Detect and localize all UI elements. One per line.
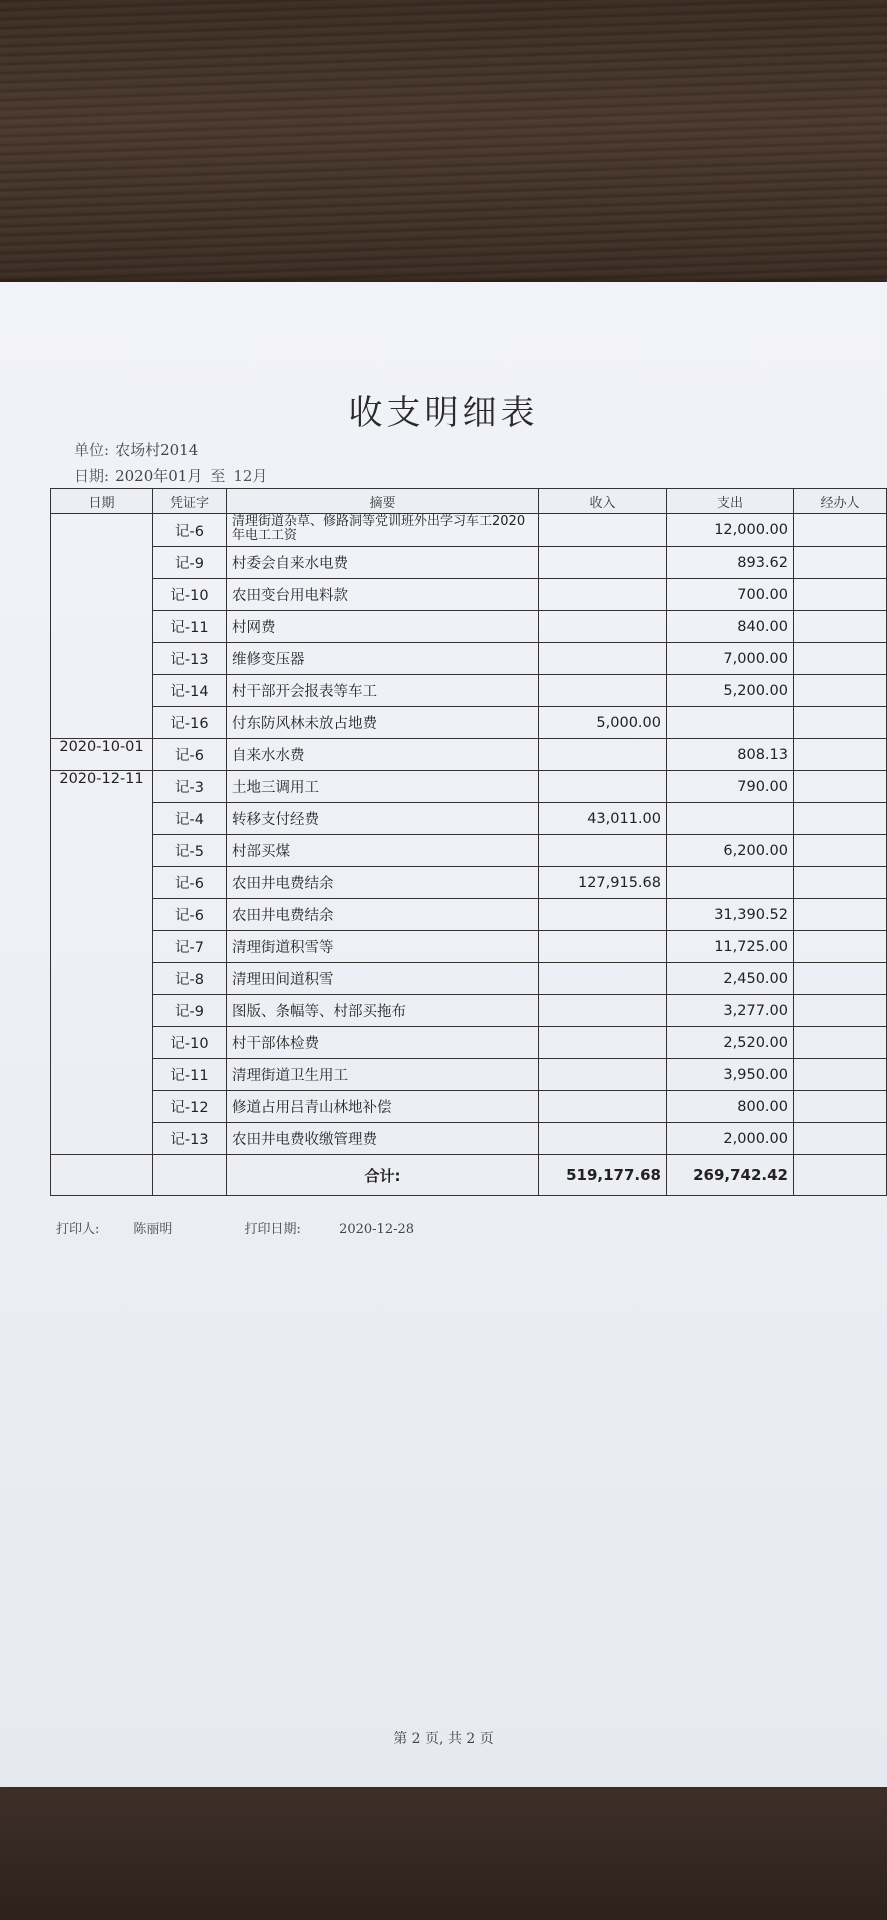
date-cell: [51, 514, 153, 739]
voucher-cell: 记-5: [153, 835, 227, 867]
handler-cell: [794, 1027, 887, 1059]
table-row: [51, 771, 887, 803]
printer-name: 陈丽明: [133, 1222, 173, 1237]
print-date-info: [245, 1222, 448, 1237]
summary-cell: 村网费: [227, 611, 539, 643]
voucher-cell: 记-12: [153, 1091, 227, 1123]
voucher-cell: 记-9: [153, 547, 227, 579]
handler-cell: [794, 963, 887, 995]
income-cell: [539, 1091, 667, 1123]
total-empty-voucher: [153, 1155, 227, 1196]
voucher-cell: 记-7: [153, 931, 227, 963]
date-to-word: 至: [210, 467, 226, 485]
date-cell: 2020-12-11: [51, 771, 153, 1155]
income-cell: 127,915.68: [539, 867, 667, 899]
handler-cell: [794, 1123, 887, 1155]
table-row: [51, 514, 887, 547]
expense-cell: 12,000.00: [667, 514, 794, 547]
voucher-cell: 记-8: [153, 963, 227, 995]
total-income: 519,177.68: [539, 1155, 667, 1196]
handler-cell: [794, 643, 887, 675]
expense-cell: 700.00: [667, 579, 794, 611]
table-row: [51, 899, 887, 931]
income-cell: [539, 899, 667, 931]
table-row: [51, 739, 887, 771]
table-row: [51, 643, 887, 675]
date-to: 12月: [233, 467, 268, 485]
summary-cell: 农田变台用电料款: [227, 579, 539, 611]
expense-cell: 790.00: [667, 771, 794, 803]
table-row: [51, 963, 887, 995]
expense-cell: 893.62: [667, 547, 794, 579]
handler-cell: [794, 899, 887, 931]
total-expense: 269,742.42: [667, 1155, 794, 1196]
table-row: [51, 931, 887, 963]
table-row: [51, 835, 887, 867]
income-cell: [539, 1027, 667, 1059]
table-row: [51, 1027, 887, 1059]
summary-cell: 转移支付经费: [227, 803, 539, 835]
expense-cell: 800.00: [667, 1091, 794, 1123]
expense-cell: 5,200.00: [667, 675, 794, 707]
date-range-line: [74, 465, 267, 486]
summary-cell: 村部买煤: [227, 835, 539, 867]
voucher-cell: 记-11: [153, 611, 227, 643]
summary-cell: 村干部体检费: [227, 1027, 539, 1059]
income-cell: [539, 1059, 667, 1091]
table-row: [51, 867, 887, 899]
floor-background: [0, 1780, 887, 1920]
voucher-cell: 记-14: [153, 675, 227, 707]
ledger-table: [50, 488, 887, 1196]
voucher-cell: 记-10: [153, 1027, 227, 1059]
handler-cell: [794, 675, 887, 707]
summary-cell: 土地三调用工: [227, 771, 539, 803]
summary-cell: 付东防风林未放占地费: [227, 707, 539, 739]
col-header-income: 收入: [539, 489, 667, 514]
handler-cell: [794, 1091, 887, 1123]
handler-cell: [794, 739, 887, 771]
expense-cell: 3,950.00: [667, 1059, 794, 1091]
handler-cell: [794, 931, 887, 963]
voucher-cell: 记-10: [153, 579, 227, 611]
voucher-cell: 记-16: [153, 707, 227, 739]
summary-cell: 村干部开会报表等车工: [227, 675, 539, 707]
expense-cell: 2,520.00: [667, 1027, 794, 1059]
col-header-summary: 摘要: [227, 489, 539, 514]
voucher-cell: 记-9: [153, 995, 227, 1027]
page-title: 收支明细表: [348, 393, 539, 433]
income-cell: [539, 579, 667, 611]
print-date-label: 打印日期:: [244, 1222, 301, 1237]
income-cell: [539, 739, 667, 771]
handler-cell: [794, 867, 887, 899]
table-row: [51, 707, 887, 739]
table-row: [51, 547, 887, 579]
handler-cell: [794, 579, 887, 611]
date-cell: 2020-10-01: [51, 739, 153, 771]
voucher-cell: 记-11: [153, 1059, 227, 1091]
income-cell: [539, 1123, 667, 1155]
summary-cell: 修道占用吕青山林地补偿: [227, 1091, 539, 1123]
summary-cell: 清理街道卫生用工: [227, 1059, 539, 1091]
voucher-cell: 记-3: [153, 771, 227, 803]
col-header-voucher: 凭证字: [153, 489, 227, 514]
handler-cell: [794, 611, 887, 643]
income-cell: 43,011.00: [539, 803, 667, 835]
summary-cell: 维修变压器: [227, 643, 539, 675]
summary-cell: 自来水水费: [227, 739, 539, 771]
printer-label: 打印人:: [56, 1222, 100, 1237]
table-row: [51, 1059, 887, 1091]
table-header-row: [51, 489, 887, 514]
summary-cell: 农田井电费收缴管理费: [227, 1123, 539, 1155]
unit-label: 单位:: [74, 441, 110, 459]
col-header-expense: 支出: [667, 489, 794, 514]
summary-cell: 农田井电费结余: [227, 899, 539, 931]
voucher-cell: 记-6: [153, 899, 227, 931]
income-cell: [539, 675, 667, 707]
total-label: 合计:: [227, 1155, 539, 1196]
expense-cell: 840.00: [667, 611, 794, 643]
voucher-cell: 记-4: [153, 803, 227, 835]
expense-cell: 2,000.00: [667, 1123, 794, 1155]
date-label: 日期:: [74, 467, 110, 485]
expense-cell: 808.13: [667, 739, 794, 771]
table-row: [51, 579, 887, 611]
total-row: [51, 1155, 887, 1196]
expense-cell: [667, 707, 794, 739]
table-row: [51, 995, 887, 1027]
table-row: [51, 611, 887, 643]
voucher-cell: 记-13: [153, 643, 227, 675]
summary-cell: 图版、条幅等、村部买拖布: [227, 995, 539, 1027]
table-row: [51, 1123, 887, 1155]
handler-cell: [794, 803, 887, 835]
handler-cell: [794, 771, 887, 803]
expense-cell: 3,277.00: [667, 995, 794, 1027]
income-cell: [539, 547, 667, 579]
total-empty-date: [51, 1155, 153, 1196]
wooden-table-background: [0, 0, 887, 300]
income-cell: [539, 514, 667, 547]
expense-cell: 31,390.52: [667, 899, 794, 931]
printer-info: [56, 1222, 206, 1237]
expense-cell: 2,450.00: [667, 963, 794, 995]
ledger-paper: [0, 282, 887, 1787]
handler-cell: [794, 1059, 887, 1091]
col-header-handler: 经办人: [794, 489, 887, 514]
handler-cell: [794, 514, 887, 547]
handler-cell: [794, 547, 887, 579]
summary-cell: 清理田间道积雪: [227, 963, 539, 995]
voucher-cell: 记-6: [153, 739, 227, 771]
unit-line: [74, 439, 198, 460]
table-row: [51, 675, 887, 707]
income-cell: 5,000.00: [539, 707, 667, 739]
expense-cell: 6,200.00: [667, 835, 794, 867]
col-header-date: 日期: [51, 489, 153, 514]
income-cell: [539, 963, 667, 995]
summary-cell: 村委会自来水电费: [227, 547, 539, 579]
handler-cell: [794, 707, 887, 739]
income-cell: [539, 771, 667, 803]
voucher-cell: 记-13: [153, 1123, 227, 1155]
summary-cell: 清理街道杂草、修路洞等党训班外出学习车工2020年电工工资: [227, 514, 539, 547]
date-from: 2020年01月: [115, 467, 203, 485]
print-date: 2020-12-28: [339, 1222, 415, 1237]
expense-cell: [667, 803, 794, 835]
table-row: [51, 803, 887, 835]
total-empty-handler: [794, 1155, 887, 1196]
table-row: [51, 1091, 887, 1123]
summary-cell: 农田井电费结余: [227, 867, 539, 899]
income-cell: [539, 931, 667, 963]
print-footer: [56, 1218, 482, 1237]
expense-cell: 7,000.00: [667, 643, 794, 675]
handler-cell: [794, 835, 887, 867]
income-cell: [539, 835, 667, 867]
voucher-cell: 记-6: [153, 514, 227, 547]
voucher-cell: 记-6: [153, 867, 227, 899]
income-cell: [539, 643, 667, 675]
expense-cell: [667, 867, 794, 899]
handler-cell: [794, 995, 887, 1027]
income-cell: [539, 611, 667, 643]
expense-cell: 11,725.00: [667, 931, 794, 963]
income-cell: [539, 995, 667, 1027]
unit-value: 农场村2014: [115, 441, 199, 459]
page-number: 第 2 页, 共 2 页: [393, 1731, 494, 1747]
summary-cell: 清理街道积雪等: [227, 931, 539, 963]
